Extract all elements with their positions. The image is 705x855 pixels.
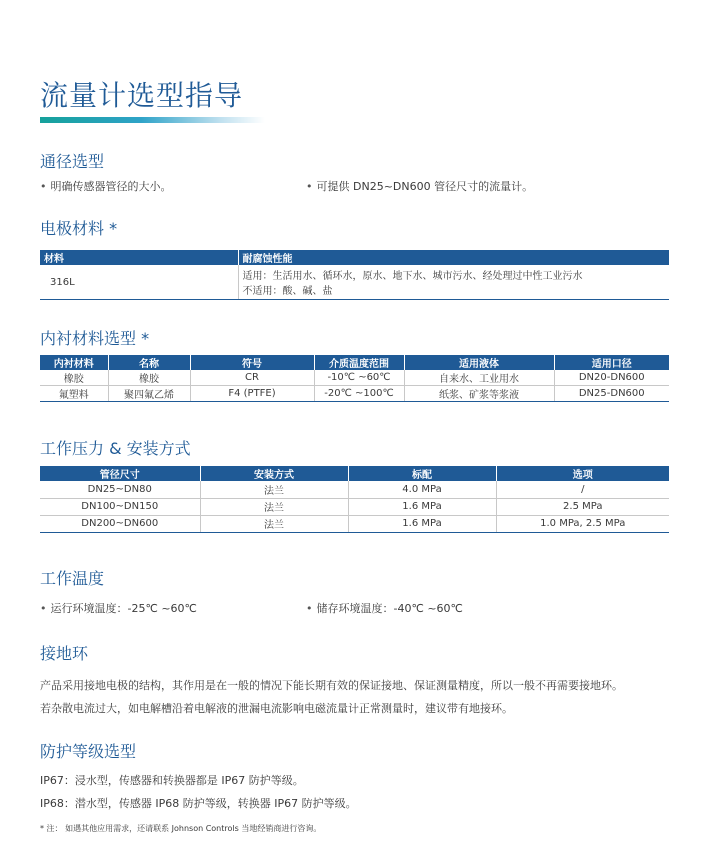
- table-cell: -20℃ ~100℃: [314, 386, 404, 402]
- table-cell: 法兰: [200, 515, 348, 532]
- table-cell: DN200~DN600: [40, 515, 200, 532]
- table-header-row: [40, 466, 669, 481]
- corrosion-applicable: 适用：生活用水、循环水，原水、地下水、城市污水、经处理过中性工业污水: [242, 271, 583, 282]
- table-cell: 1.6 MPa: [348, 498, 496, 515]
- grounding-line-1: 产品采用接地电极的结构，其作用是在一般的情况下能长期有效的保证接地、保证测量精度，所以一般不再需要接地环。: [40, 679, 623, 692]
- table-row: [40, 481, 669, 498]
- bore-bullet-2: • 可提供 DN25~DN600 管径尺寸的流量计。: [306, 178, 533, 194]
- column-header: 材料: [40, 250, 238, 265]
- bore-bullet-1: • 明确传感器管径的大小。: [40, 178, 172, 194]
- lining-table: [40, 355, 669, 402]
- corrosion-not-applicable: 不适用：酸、碱、盐: [242, 286, 333, 297]
- temperature-operating: • 运行环境温度：-25℃ ~60℃: [40, 600, 197, 616]
- table-cell: DN20-DN600: [554, 370, 669, 386]
- table-row: [40, 370, 669, 386]
- table-cell: 自来水、工业用水: [404, 370, 554, 386]
- lining-heading: 内衬材料选型 *: [40, 329, 150, 348]
- table-cell: DN25~DN80: [40, 481, 200, 498]
- table-cell: 4.0 MPa: [348, 481, 496, 498]
- table-cell: 氟塑料: [40, 386, 108, 402]
- column-header: 耐腐蚀性能: [238, 250, 669, 265]
- table-row: [40, 498, 669, 515]
- protection-ip68: IP68：潜水型，传感器 IP68 防护等级，转换器 IP67 防护等级。: [40, 797, 357, 810]
- column-header: 安装方式: [200, 466, 348, 481]
- table-header-row: [40, 250, 669, 265]
- temperature-storage: • 储存环境温度：-40℃ ~60℃: [306, 600, 463, 616]
- pressure-heading: 工作压力 & 安装方式: [40, 439, 191, 458]
- table-row: [40, 515, 669, 532]
- table-cell: DN100~DN150: [40, 498, 200, 515]
- bore-heading: 通径选型: [40, 152, 105, 171]
- grounding-heading: 接地环: [40, 644, 89, 663]
- table-row: [40, 265, 669, 300]
- column-header: 内衬材料: [40, 355, 108, 370]
- table-cell: 1.6 MPa: [348, 515, 496, 532]
- table-cell: CR: [190, 370, 314, 386]
- electrode-heading: 电极材料 *: [40, 219, 118, 238]
- table-cell: 法兰: [200, 481, 348, 498]
- table-row: [40, 386, 669, 402]
- table-cell: -10℃ ~60℃: [314, 370, 404, 386]
- table-cell: 1.0 MPa, 2.5 MPa: [496, 515, 669, 532]
- table-cell: /: [496, 481, 669, 498]
- column-header: 符号: [190, 355, 314, 370]
- column-header: 介质温度范围: [314, 355, 404, 370]
- column-header: 适用口径: [554, 355, 669, 370]
- table-header-row: [40, 355, 669, 370]
- table-cell: 聚四氟乙烯: [108, 386, 190, 402]
- temperature-heading: 工作温度: [40, 569, 105, 588]
- title-underline: [40, 117, 265, 123]
- table-cell: 法兰: [200, 498, 348, 515]
- page-title: 流量计选型指导: [40, 79, 244, 112]
- table-cell: 纸浆、矿浆等浆液: [404, 386, 554, 402]
- electrode-table: [40, 250, 669, 300]
- column-header: 名称: [108, 355, 190, 370]
- table-cell: 316L: [40, 265, 238, 300]
- column-header: 选项: [496, 466, 669, 481]
- footnote: * 注： 如遇其他应用需求，还请联系 Johnson Controls 当地经销商进行咨询。: [40, 824, 322, 833]
- table-cell: [238, 265, 669, 300]
- protection-heading: 防护等级选型: [40, 742, 137, 761]
- protection-ip67: IP67：浸水型，传感器和转换器都是 IP67 防护等级。: [40, 774, 304, 787]
- column-header: 管径尺寸: [40, 466, 200, 481]
- table-cell: DN25-DN600: [554, 386, 669, 402]
- table-cell: F4 (PTFE): [190, 386, 314, 402]
- table-cell: 2.5 MPa: [496, 498, 669, 515]
- table-cell: 橡胶: [40, 370, 108, 386]
- table-cell: 橡胶: [108, 370, 190, 386]
- column-header: 标配: [348, 466, 496, 481]
- grounding-line-2: 若杂散电流过大，如电解槽沿着电解液的泄漏电流影响电磁流量计正常测量时，建议带有地接环。: [40, 702, 513, 715]
- column-header: 适用液体: [404, 355, 554, 370]
- pressure-table: [40, 466, 669, 533]
